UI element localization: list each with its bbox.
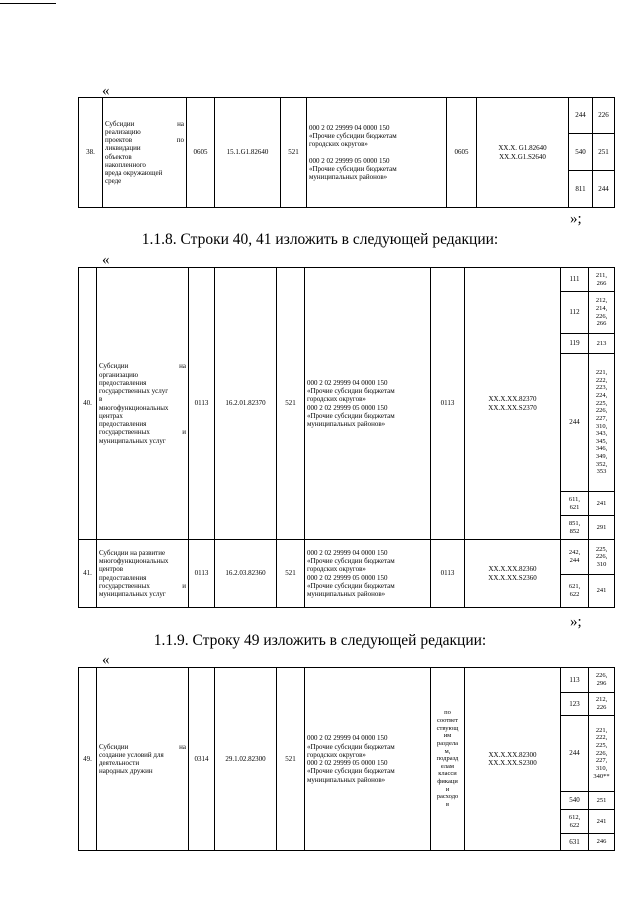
kosgu-code: 213 [589, 334, 615, 354]
kvr-code: 811 [569, 171, 593, 208]
kosgu-code: 211, 266 [589, 268, 615, 292]
kvr-code: 612, 622 [561, 810, 589, 834]
kvr-code: 851, 852 [561, 516, 589, 540]
grbs-code: 521 [277, 268, 305, 540]
subsidy-name: Субсидии на организацию предоставления государственных услуг в многофункциональных центрах предоставления государственных и муниципальных услуг [97, 268, 189, 540]
row-number: 49. [79, 668, 97, 851]
kosgu-code: 212, 226 [589, 693, 615, 716]
kvr-code: 244 [569, 98, 593, 134]
kosgu-code: 251 [589, 792, 615, 810]
grbs-code: 521 [277, 668, 305, 851]
subsidy-name: Субсидии на реализацию проектов по ликвидации объектов накопленного вреда окружающей среде [103, 98, 187, 208]
section-code: 0113 [189, 540, 215, 608]
section-code: 0605 [187, 98, 215, 208]
table-row-38 [78, 97, 615, 208]
target-article: 29.1.02.82300 [215, 668, 277, 851]
budget-classification: 000 2 02 29999 04 0000 150 «Прочие субсидии бюджетам городских округов» 000 2 02 29999 05 0000 150 «Прочие субсидии бюджетам муниципальных районов» [305, 540, 431, 608]
expense-codes: XX.X. G1.82640 XX.X.G1.S2640 [477, 98, 569, 208]
table-rows-40-41 [78, 267, 615, 608]
kvr-code: 611, 621 [561, 492, 589, 516]
open-quote-38: « [102, 83, 110, 99]
table-row-49 [78, 667, 615, 851]
target-article: 16.2.01.82370 [215, 268, 277, 540]
kosgu-code: 221, 222, 223, 224, 225, 226, 227, 310, 343, 345, 346, 349, 352, 353 [589, 354, 615, 492]
kosgu-code: 212, 214, 226, 266 [589, 292, 615, 334]
kosgu-code: 241 [589, 810, 615, 834]
section-heading-1-1-8: 1.1.8. Строки 40, 41 изложить в следующей редакции: [141, 231, 499, 248]
kvr-code: 123 [561, 693, 589, 716]
expense-codes: XX.X.XX.82360 XX.X.XX.S2360 [465, 540, 561, 608]
section-code: 0314 [189, 668, 215, 851]
budget-classification: 000 2 02 29999 04 0000 150 «Прочие субсидии бюджетам городских округов» 000 2 02 29999 05 0000 150 «Прочие субсидии бюджетам муниципальных районов» [305, 668, 431, 851]
section-code-2: 0113 [431, 268, 465, 540]
kvr-code: 540 [561, 792, 589, 810]
top-rule [0, 3, 56, 4]
section-heading-1-1-9: 1.1.9. Строку 49 изложить в следующей редакции: [153, 632, 487, 649]
section-code-2: 0605 [447, 98, 477, 208]
kosgu-code: 221, 222, 225, 226, 227, 310, 340** [589, 716, 615, 792]
kosgu-code: 251 [593, 134, 615, 171]
close-quote-41: »; [570, 614, 582, 630]
kosgu-code: 246 [589, 834, 615, 851]
budget-classification: 000 2 02 29999 04 0000 150 «Прочие субсидии бюджетам городских округов» 000 2 02 29999 05 0000 150 «Прочие субсидии бюджетам муниципальных районов» [307, 98, 447, 208]
expense-codes: XX.X.XX.82300 XX.X.XX.S2300 [465, 668, 561, 851]
kvr-code: 242, 244 [561, 540, 589, 575]
kosgu-code: 291 [589, 516, 615, 540]
kvr-code: 119 [561, 334, 589, 354]
subsidy-name: Субсидии на развитие многофункциональных центров предоставления государственных и муниципальных услуг [97, 540, 189, 608]
kvr-code: 112 [561, 292, 589, 334]
open-quote-40: « [102, 252, 110, 268]
kosgu-code: 241 [589, 575, 615, 608]
kvr-code: 631 [561, 834, 589, 851]
kosgu-code: 226 [593, 98, 615, 134]
row-number: 40. [79, 268, 97, 540]
kvr-code: 244 [561, 716, 589, 792]
close-quote-38: »; [570, 211, 582, 227]
kosgu-code: 225, 226, 310 [589, 540, 615, 575]
row-number: 41. [79, 540, 97, 608]
kvr-code: 621, 622 [561, 575, 589, 608]
subsidy-name: Субсидии на создание условий для деятельности народных дружин [97, 668, 189, 851]
kvr-code: 244 [561, 354, 589, 492]
kosgu-code: 226, 296 [589, 668, 615, 693]
row-number: 38. [79, 98, 103, 208]
kvr-code: 113 [561, 668, 589, 693]
kvr-code: 540 [569, 134, 593, 171]
grbs-code: 521 [281, 98, 307, 208]
grbs-code: 521 [277, 540, 305, 608]
expense-codes: XX.X.XX.82370 XX.X.XX.S2370 [465, 268, 561, 540]
kosgu-code: 244 [593, 171, 615, 208]
section-code-2: 0113 [431, 540, 465, 608]
kvr-code: 111 [561, 268, 589, 292]
kosgu-code: 241 [589, 492, 615, 516]
section-code-2: по соответ ствующ им раздела м, подразд елам класси фикаци и расходо в [431, 668, 465, 851]
target-article: 16.2.03.82360 [215, 540, 277, 608]
open-quote-49: « [102, 652, 110, 668]
budget-classification: 000 2 02 29999 04 0000 150 «Прочие субсидии бюджетам городских округов» 000 2 02 29999 05 0000 150 «Прочие субсидии бюджетам муниципальных районов» [305, 268, 431, 540]
section-code: 0113 [189, 268, 215, 540]
target-article: 15.1.G1.82640 [215, 98, 281, 208]
